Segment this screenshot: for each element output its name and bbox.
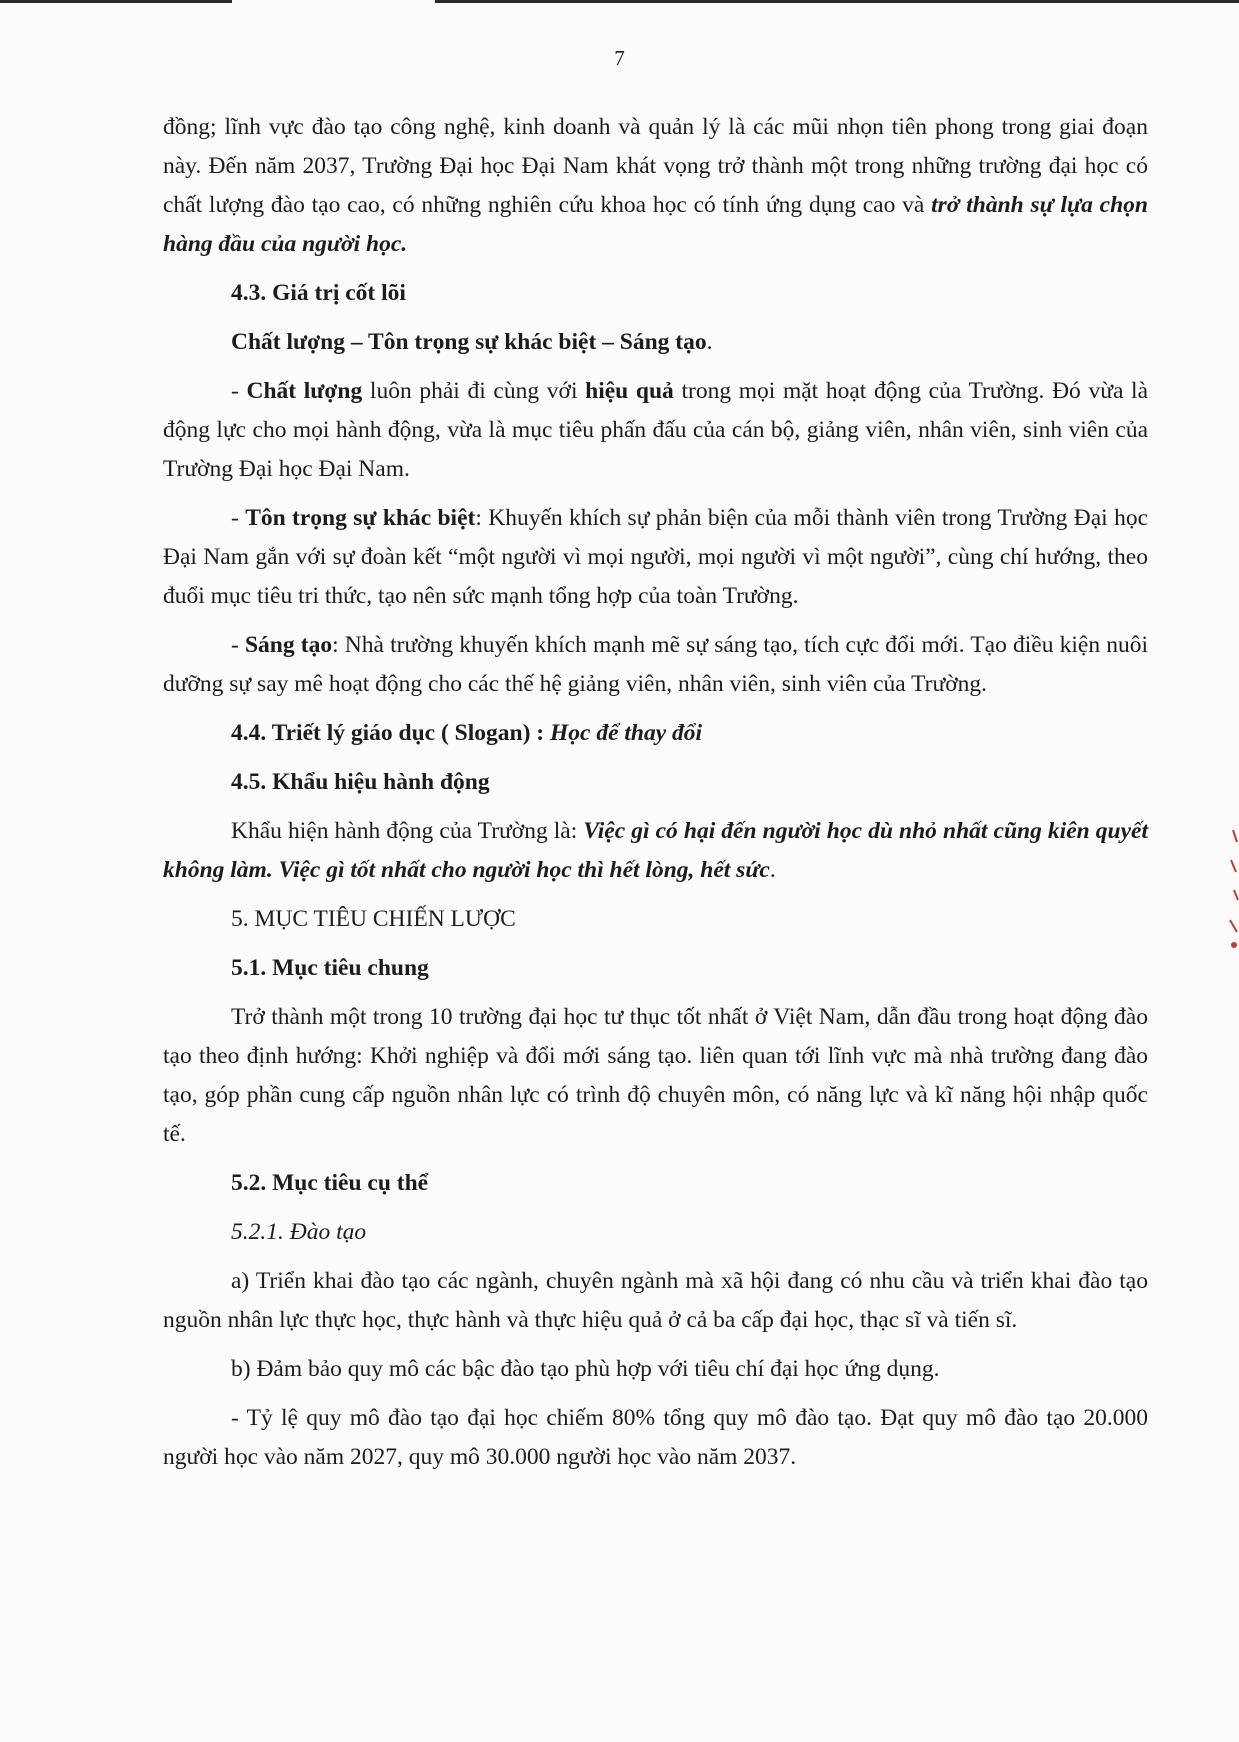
paragraph-vision <box>163 108 1148 264</box>
heading-4-4-text: 4.4. Triết lý giáo dục ( Slogan) : <box>231 720 550 746</box>
heading-5-2-1: 5.2.1. Đào tạo <box>231 1219 367 1245</box>
paragraph-b: b) Đảm bảo quy mô các bậc đào tạo phù hợp với tiêu chí đại học ứng dụng. <box>231 1356 940 1382</box>
quality-label: Chất lượng <box>246 378 363 404</box>
education-slogan: Học để thay đổi <box>550 720 703 746</box>
core-values-text: Chất lượng – Tôn trọng sự khác biệt – Sáng tạo <box>231 329 707 355</box>
respect-label: Tôn trọng sự khác biệt <box>245 505 476 531</box>
paragraph-general-goal: Trở thành một trong 10 trường đại học tư thục tốt nhất ở Việt Nam, dẫn đầu trong hoạt động đào tạo theo định hướng: Khởi nghiệp và đổi mới sáng tạo. liên quan tới lĩnh vực mà nhà trường đang đào tạo, góp phần cung cấp nguồn nhân lực có trình độ chuyên môn, có năng lực và kĩ năng hội nhập quốc tế. <box>163 1004 1148 1147</box>
scan-edge-right <box>435 0 1239 3</box>
paragraph-quality <box>163 372 1148 489</box>
creativity-dash: - <box>231 632 245 658</box>
action-slogan-dot: . <box>769 857 776 883</box>
heading-5-1: 5.1. Mục tiêu chung <box>231 955 429 981</box>
vision-text: đồng; lĩnh vực đào tạo công nghệ, kinh doanh và quản lý là các mũi nhọn tiên phong trong giai đoạn này. Đến năm 2037, Trường Đại học Đại Nam khát vọng trở thành một trong những trường đại học có chất lượng đào tạo cao, có những nghiên cứu khoa học có tính ứng dụng cao và <box>163 114 1148 218</box>
heading-4-4 <box>163 714 1148 753</box>
paragraph-creativity <box>163 626 1148 704</box>
quality-effect: hiệu quả <box>585 378 674 404</box>
red-stamp-edge-marks <box>1219 820 1239 980</box>
action-slogan-lead: Khẩu hiện hành động của Trường là: <box>231 818 584 844</box>
paragraph-respect <box>163 499 1148 616</box>
heading-5: 5. MỤC TIÊU CHIẾN LƯỢC <box>231 906 516 932</box>
core-values-line <box>163 323 1148 362</box>
quality-dash: - <box>231 378 247 404</box>
creativity-rest: : Nhà trường khuyến khích mạnh mẽ sự sáng tạo, tích cực đổi mới. Tạo điều kiện nuôi dưỡng sự say mê hoạt động cho các thế hệ giảng viên, nhân viên, sinh viên của Trường. <box>163 632 1149 697</box>
document-body <box>163 108 1148 1477</box>
respect-dash: - <box>231 505 246 531</box>
creativity-label: Sáng tạo <box>244 632 333 658</box>
paragraph-action-slogan <box>163 812 1148 890</box>
action-slogan-text: Việc gì có hại đến người học dù nhỏ nhất cũng kiên quyết không làm. Việc gì tốt nhất cho người học thì hết lòng, hết sức <box>163 818 1148 883</box>
vision-emphasis: trở thành sự lựa chọn hàng đầu của người học. <box>163 192 1148 257</box>
heading-4-5: 4.5. Khẩu hiệu hành động <box>231 769 490 795</box>
paragraph-a: a) Triển khai đào tạo các ngành, chuyên ngành mà xã hội đang có nhu cầu và triển khai đào tạo nguồn nhân lực thực học, thực hành và thực hiệu quả ở cả ba cấp đại học, thạc sĩ và tiến sĩ. <box>163 1268 1148 1333</box>
heading-4-3: 4.3. Giá trị cốt lõi <box>231 280 406 306</box>
quality-rest: trong mọi mặt hoạt động của Trường. Đó vừa là động lực cho mọi hành động, vừa là mục tiêu phấn đấu của cán bộ, giảng viên, nhân viên, sinh viên của Trường Đại học Đại Nam. <box>163 378 1148 482</box>
page-number: 7 <box>614 46 625 70</box>
quality-mid: luôn phải đi cùng với <box>362 378 586 404</box>
core-values-dot: . <box>706 329 713 355</box>
respect-rest: : Khuyến khích sự phản biện của mỗi thành viên trong Trường Đại học Đại Nam gắn với sự đoàn kết “một người vì mọi người, mọi người vì một người”, cùng chí hướng, theo đuổi mục tiêu tri thức, tạo nên sức mạnh tổng hợp của toàn Trường. <box>163 505 1148 609</box>
heading-5-2: 5.2. Mục tiêu cụ thể <box>231 1170 429 1196</box>
scan-edge-left <box>0 0 232 3</box>
paragraph-scale: - Tỷ lệ quy mô đào tạo đại học chiếm 80% tổng quy mô đào tạo. Đạt quy mô đào tạo 20.000 người học vào năm 2027, quy mô 30.000 người học vào năm 2037. <box>163 1405 1148 1470</box>
